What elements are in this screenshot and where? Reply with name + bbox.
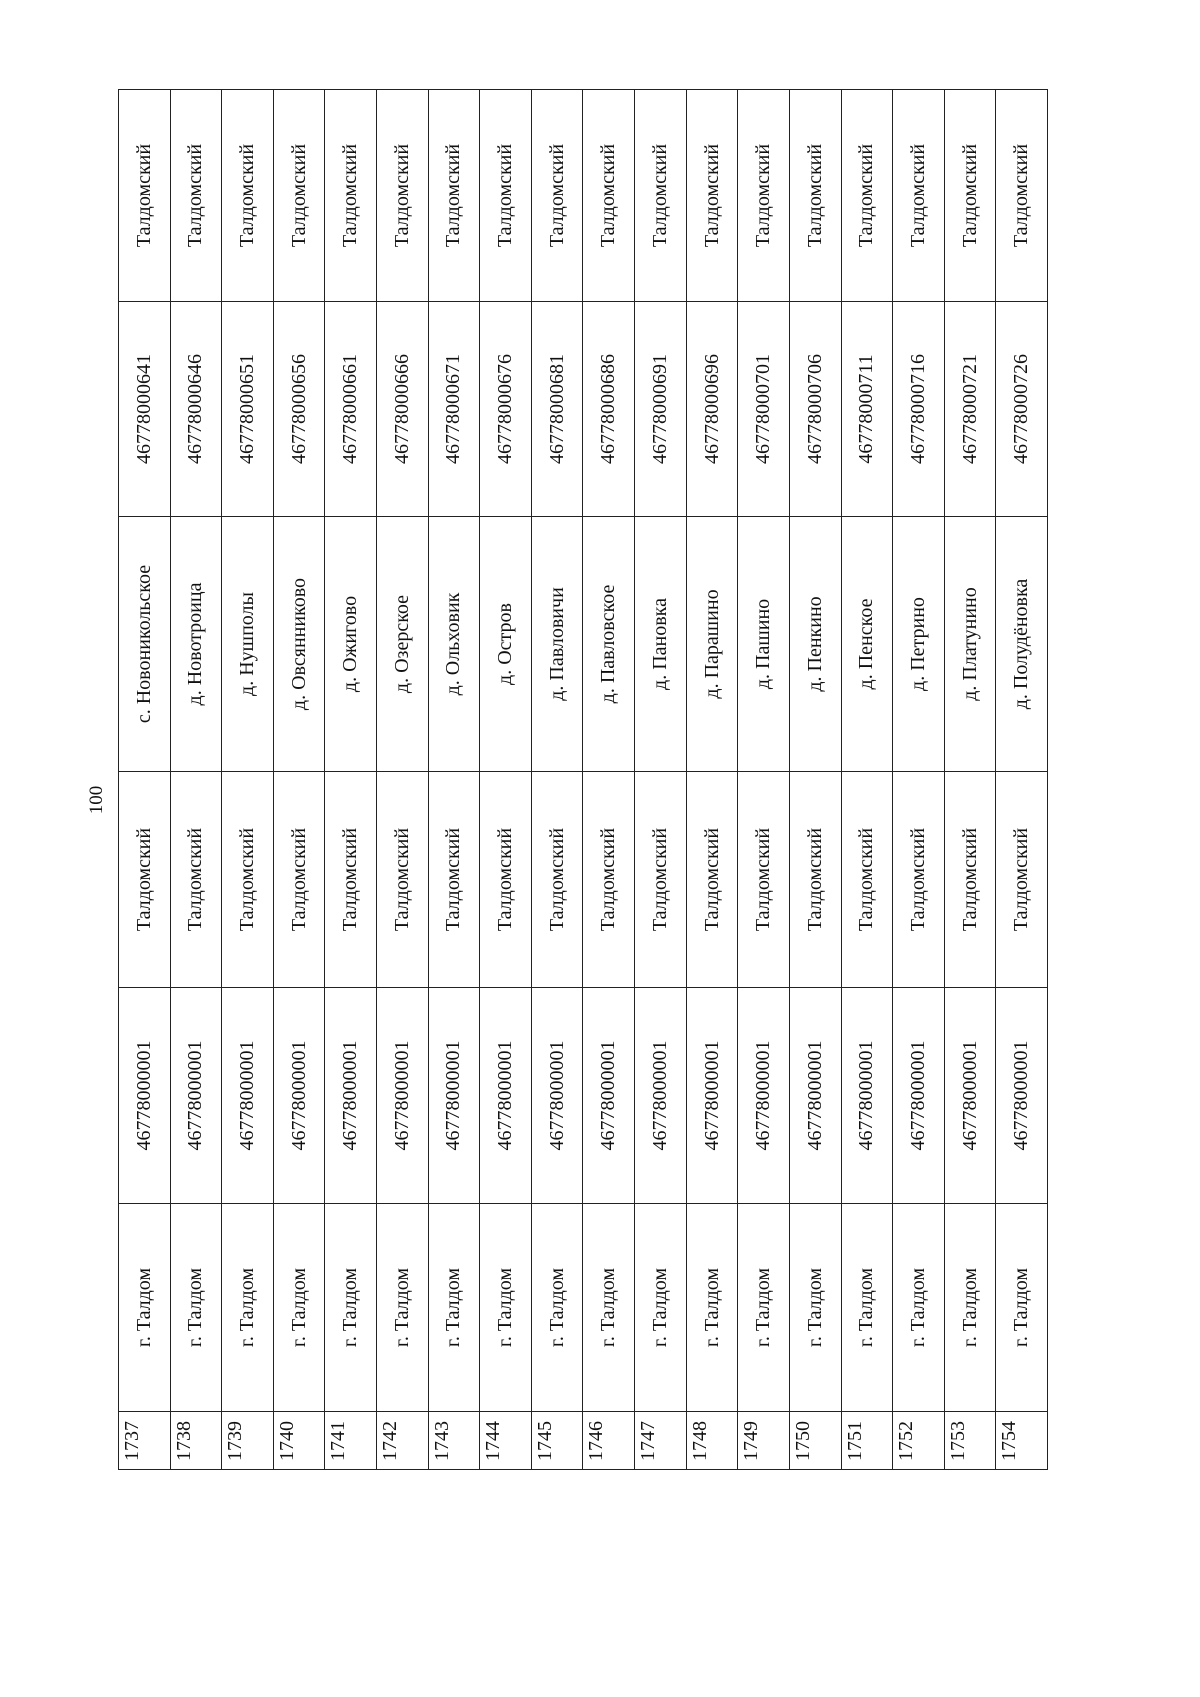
settlement-district-cell: Талдомский — [480, 90, 532, 302]
table-row — [170, 90, 222, 1470]
row-number-cell: 1750 — [789, 1412, 841, 1470]
settlement-name-cell: д. Ожигово — [325, 517, 377, 772]
settlement-district-cell: Талдомский — [222, 90, 274, 302]
row-number-cell: 1753 — [944, 1412, 996, 1470]
city-code-cell: 46778000001 — [325, 988, 377, 1204]
city-district-cell: Талдомский — [273, 772, 325, 988]
settlement-code-cell: 46778000696 — [686, 302, 738, 517]
city-name-cell: г. Талдом — [428, 1204, 480, 1412]
settlement-code-cell: 46778000726 — [996, 302, 1048, 517]
city-district-cell: Талдомский — [170, 772, 222, 988]
city-code-cell: 46778000001 — [686, 988, 738, 1204]
city-name-cell: г. Талдом — [119, 1204, 171, 1412]
row-number-cell: 1740 — [273, 1412, 325, 1470]
city-district-cell: Талдомский — [531, 772, 583, 988]
table-row — [996, 90, 1048, 1470]
settlement-code-cell: 46778000656 — [273, 302, 325, 517]
table-row — [273, 90, 325, 1470]
page-number: 100 — [86, 785, 107, 815]
city-code-cell: 46778000001 — [170, 988, 222, 1204]
city-name-cell: г. Талдом — [635, 1204, 687, 1412]
city-district-cell: Талдомский — [428, 772, 480, 988]
settlement-district-cell: Талдомский — [996, 90, 1048, 302]
city-code-cell: 46778000001 — [893, 988, 945, 1204]
city-district-cell: Талдомский — [841, 772, 893, 988]
city-name-cell: г. Талдом — [377, 1204, 429, 1412]
settlement-name-cell: д. Пашино — [738, 517, 790, 772]
settlement-name-cell: д. Новотроица — [170, 517, 222, 772]
table-row — [480, 90, 532, 1470]
city-code-cell: 46778000001 — [738, 988, 790, 1204]
city-name-cell: г. Талдом — [480, 1204, 532, 1412]
city-district-cell: Талдомский — [789, 772, 841, 988]
settlement-district-cell: Талдомский — [789, 90, 841, 302]
table-row — [583, 90, 635, 1470]
settlement-name-cell: д. Павловское — [583, 517, 635, 772]
city-district-cell: Талдомский — [893, 772, 945, 988]
settlement-code-cell: 46778000676 — [480, 302, 532, 517]
row-number-cell: 1749 — [738, 1412, 790, 1470]
city-district-cell: Талдомский — [996, 772, 1048, 988]
rotated-table-frame — [118, 90, 1048, 1470]
row-number-cell: 1751 — [841, 1412, 893, 1470]
settlement-table — [118, 89, 1048, 1470]
table-body — [119, 90, 1048, 1470]
city-name-cell: г. Талдом — [841, 1204, 893, 1412]
settlement-code-cell: 46778000716 — [893, 302, 945, 517]
city-name-cell: г. Талдом — [893, 1204, 945, 1412]
city-district-cell: Талдомский — [738, 772, 790, 988]
table-row — [893, 90, 945, 1470]
settlement-name-cell: д. Парашино — [686, 517, 738, 772]
settlement-code-cell: 46778000681 — [531, 302, 583, 517]
city-district-cell: Талдомский — [377, 772, 429, 988]
settlement-code-cell: 46778000661 — [325, 302, 377, 517]
city-code-cell: 46778000001 — [119, 988, 171, 1204]
row-number-cell: 1739 — [222, 1412, 274, 1470]
city-name-cell: г. Талдом — [325, 1204, 377, 1412]
settlement-district-cell: Талдомский — [635, 90, 687, 302]
settlement-district-cell: Талдомский — [377, 90, 429, 302]
settlement-name-cell: д. Павловичи — [531, 517, 583, 772]
settlement-district-cell: Талдомский — [325, 90, 377, 302]
settlement-district-cell: Талдомский — [686, 90, 738, 302]
settlement-name-cell: д. Нушполы — [222, 517, 274, 772]
table-row — [377, 90, 429, 1470]
city-name-cell: г. Талдом — [531, 1204, 583, 1412]
settlement-name-cell: д. Пенское — [841, 517, 893, 772]
city-code-cell: 46778000001 — [222, 988, 274, 1204]
settlement-name-cell: д. Ольховик — [428, 517, 480, 772]
settlement-name-cell: д. Пановка — [635, 517, 687, 772]
settlement-code-cell: 46778000671 — [428, 302, 480, 517]
row-number-cell: 1744 — [480, 1412, 532, 1470]
city-name-cell: г. Талдом — [738, 1204, 790, 1412]
city-code-cell: 46778000001 — [583, 988, 635, 1204]
settlement-name-cell: д. Платунино — [944, 517, 996, 772]
city-name-cell: г. Талдом — [944, 1204, 996, 1412]
settlement-district-cell: Талдомский — [893, 90, 945, 302]
city-district-cell: Талдомский — [119, 772, 171, 988]
table-row — [738, 90, 790, 1470]
city-code-cell: 46778000001 — [841, 988, 893, 1204]
city-name-cell: г. Талдом — [789, 1204, 841, 1412]
settlement-name-cell: д. Овсянниково — [273, 517, 325, 772]
city-district-cell: Талдомский — [222, 772, 274, 988]
city-code-cell: 46778000001 — [377, 988, 429, 1204]
settlement-code-cell: 46778000691 — [635, 302, 687, 517]
table-row — [119, 90, 171, 1470]
table-row — [222, 90, 274, 1470]
table-row — [944, 90, 996, 1470]
city-district-cell: Талдомский — [325, 772, 377, 988]
row-number-cell: 1746 — [583, 1412, 635, 1470]
settlement-name-cell: д. Остров — [480, 517, 532, 772]
settlement-code-cell: 46778000651 — [222, 302, 274, 517]
settlement-name-cell: д. Пенкино — [789, 517, 841, 772]
city-district-cell: Талдомский — [944, 772, 996, 988]
city-district-cell: Талдомский — [635, 772, 687, 988]
settlement-district-cell: Талдомский — [531, 90, 583, 302]
settlement-code-cell: 46778000641 — [119, 302, 171, 517]
row-number-cell: 1745 — [531, 1412, 583, 1470]
settlement-district-cell: Талдомский — [944, 90, 996, 302]
settlement-code-cell: 46778000711 — [841, 302, 893, 517]
row-number-cell: 1748 — [686, 1412, 738, 1470]
city-name-cell: г. Талдом — [686, 1204, 738, 1412]
city-code-cell: 46778000001 — [944, 988, 996, 1204]
city-code-cell: 46778000001 — [789, 988, 841, 1204]
settlement-district-cell: Талдомский — [273, 90, 325, 302]
table-row — [686, 90, 738, 1470]
city-code-cell: 46778000001 — [996, 988, 1048, 1204]
row-number-cell: 1754 — [996, 1412, 1048, 1470]
settlement-district-cell: Талдомский — [841, 90, 893, 302]
settlement-district-cell: Талдомский — [119, 90, 171, 302]
table-row — [789, 90, 841, 1470]
settlement-code-cell: 46778000666 — [377, 302, 429, 517]
table-row — [635, 90, 687, 1470]
city-code-cell: 46778000001 — [531, 988, 583, 1204]
city-district-cell: Талдомский — [686, 772, 738, 988]
row-number-cell: 1737 — [119, 1412, 171, 1470]
row-number-cell: 1752 — [893, 1412, 945, 1470]
settlement-code-cell: 46778000701 — [738, 302, 790, 517]
table-row — [325, 90, 377, 1470]
settlement-name-cell: д. Озерское — [377, 517, 429, 772]
city-name-cell: г. Талдом — [222, 1204, 274, 1412]
settlement-name-cell: д. Полудёновка — [996, 517, 1048, 772]
settlement-district-cell: Талдомский — [738, 90, 790, 302]
settlement-district-cell: Талдомский — [170, 90, 222, 302]
city-district-cell: Талдомский — [480, 772, 532, 988]
settlement-district-cell: Талдомский — [428, 90, 480, 302]
city-code-cell: 46778000001 — [428, 988, 480, 1204]
table-row — [531, 90, 583, 1470]
settlement-district-cell: Талдомский — [583, 90, 635, 302]
row-number-cell: 1742 — [377, 1412, 429, 1470]
table-row — [428, 90, 480, 1470]
city-code-cell: 46778000001 — [273, 988, 325, 1204]
settlement-code-cell: 46778000706 — [789, 302, 841, 517]
city-name-cell: г. Талдом — [996, 1204, 1048, 1412]
city-name-cell: г. Талдом — [583, 1204, 635, 1412]
settlement-name-cell: д. Петрино — [893, 517, 945, 772]
row-number-cell: 1738 — [170, 1412, 222, 1470]
city-district-cell: Талдомский — [583, 772, 635, 988]
city-code-cell: 46778000001 — [635, 988, 687, 1204]
settlement-name-cell: с. Новоникольское — [119, 517, 171, 772]
settlement-code-cell: 46778000686 — [583, 302, 635, 517]
settlement-code-cell: 46778000646 — [170, 302, 222, 517]
row-number-cell: 1741 — [325, 1412, 377, 1470]
row-number-cell: 1743 — [428, 1412, 480, 1470]
table-container — [118, 90, 1048, 1470]
city-code-cell: 46778000001 — [480, 988, 532, 1204]
city-name-cell: г. Талдом — [273, 1204, 325, 1412]
row-number-cell: 1747 — [635, 1412, 687, 1470]
settlement-code-cell: 46778000721 — [944, 302, 996, 517]
city-name-cell: г. Талдом — [170, 1204, 222, 1412]
table-row — [841, 90, 893, 1470]
